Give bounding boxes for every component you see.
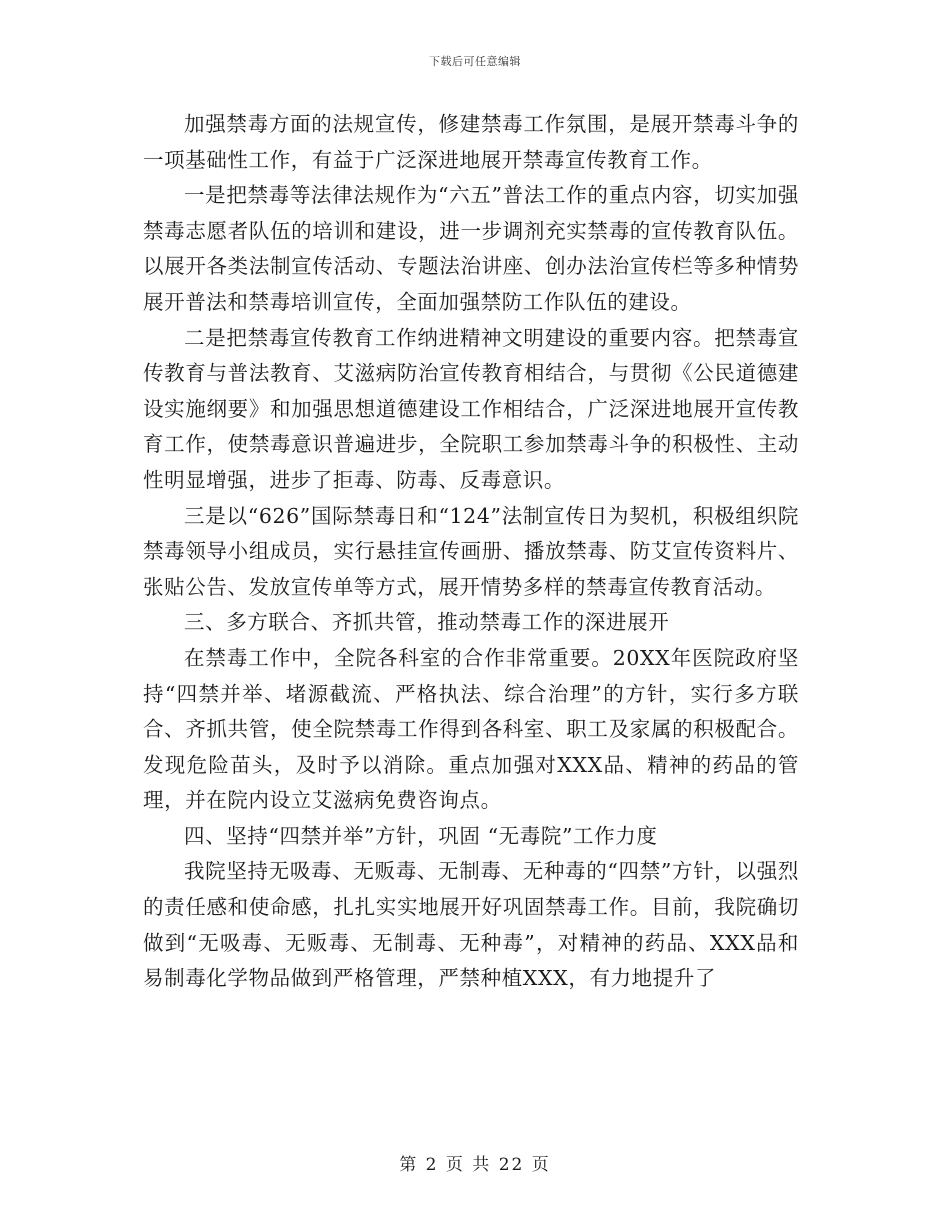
document-body bbox=[143, 107, 799, 997]
header-note: 下载后可任意编辑 bbox=[429, 55, 521, 68]
paragraph: 二是把禁毒宣传教育工作纳进精神文明建设的重要内容。把禁毒宣传教育与普法教育、艾滋病防治宣传教育相结合，与贯彻《公民道德建设实施纲要》和加强思想道德建设工作相结合，广泛深进地展开宣传教育工作，使禁毒意识普遍进步，全院职工参加禁毒斗争的积极性、主动性明显增强，进步了拒毒、防毒、反毒意识。 bbox=[143, 325, 799, 492]
section-heading: 四、坚持“四禁并举”方针，巩固 “无毒院”工作力度 bbox=[184, 823, 658, 848]
paragraph: 一是把禁毒等法律法规作为“六五”普法工作的重点内容，切实加强禁毒志愿者队伍的培训和建设，进一步调剂充实禁毒的宣传教育队伍。以展开各类法制宣传活动、专题法治讲座、创办法治宣传栏等多种情势展开普法和禁毒培训宣传，全面加强禁防工作队伍的建设。 bbox=[143, 183, 799, 314]
page-number: 第 2 页 共 22 页 bbox=[399, 1155, 551, 1175]
paragraph: 三是以“626”国际禁毒日和“124”法制宣传日为契机，积极组织院禁毒领导小组成员，实行悬挂宣传画册、播放禁毒、防艾宣传资料片、张贴公告、发放宣传单等方式，展开情势多样的禁毒宣传教育活动。 bbox=[143, 503, 799, 599]
section-heading: 三、多方联合、齐抓共管，推动禁毒工作的深进展开 bbox=[184, 610, 670, 635]
paragraph: 我院坚持无吸毒、无贩毒、无制毒、无种毒的“四禁”方针，以强烈的责任感和使命感，扎扎实实地展开好巩固禁毒工作。目前，我院确切做到“无吸毒、无贩毒、无制毒、无种毒”，对精神的药品、XXX品和易制毒化学物品做到严格管理，严禁种植XXX，有力地提升了 bbox=[143, 859, 799, 991]
paragraph: 在禁毒工作中，全院各科室的合作非常重要。20XX年医院政府坚持“四禁并举、堵源截流、严格执法、综合治理”的方针，实行多方联合、齐抓共管，使全院禁毒工作得到各科室、职工及家属的积极配合。发现危险苗头，及时予以消除。重点加强对XXX品、精神的药品的管理，并在院内设立艾滋病免费咨询点。 bbox=[143, 645, 799, 813]
paragraph: 加强禁毒方面的法规宣传，修建禁毒工作氛围，是展开禁毒斗争的一项基础性工作，有益于广泛深进地展开禁毒宣传教育工作。 bbox=[143, 112, 799, 172]
